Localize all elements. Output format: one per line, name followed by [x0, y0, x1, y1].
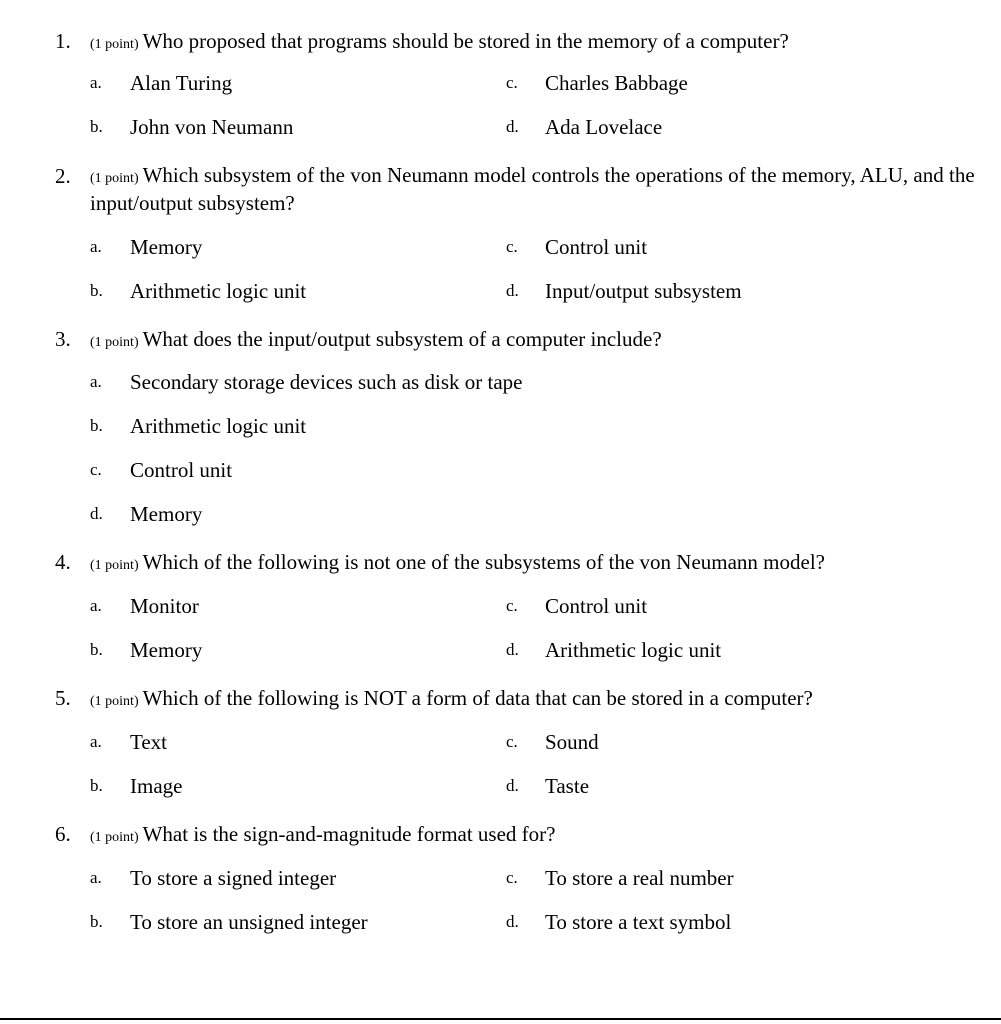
- question-points: (1 point): [90, 171, 139, 186]
- question-prompt: What does the input/output subsystem of a computer include?: [142, 327, 662, 351]
- option-text: Control unit: [130, 458, 233, 482]
- option-letter: c.: [506, 868, 518, 887]
- question-points: (1 point): [90, 335, 139, 350]
- question-points: (1 point): [90, 558, 139, 573]
- option-text: Memory: [130, 235, 203, 259]
- option-text: Memory: [130, 502, 203, 526]
- option-letter: b.: [90, 912, 103, 931]
- option-letter: c.: [506, 73, 518, 92]
- option-text: To store an unsigned integer: [130, 910, 368, 934]
- question-number: 6.: [55, 822, 71, 846]
- option-letter: d.: [506, 776, 519, 795]
- option-letter: d.: [506, 640, 519, 659]
- option-text: Memory: [130, 638, 203, 662]
- question-text: [90, 326, 1001, 356]
- option-text: Monitor: [130, 594, 199, 618]
- question-points: (1 point): [90, 694, 139, 709]
- question-prompt: Who proposed that programs should be stored in the memory of a computer?: [142, 29, 789, 53]
- question-points: (1 point): [90, 37, 139, 52]
- option-letter: a.: [90, 596, 102, 615]
- option-text: Image: [130, 774, 183, 798]
- option-text: John von Neumann: [130, 115, 294, 139]
- option-text: Arithmetic logic unit: [130, 414, 307, 438]
- question-text: [90, 163, 1001, 215]
- option-text: To store a signed integer: [130, 866, 337, 890]
- question-number: 2.: [55, 164, 71, 188]
- option-letter: d.: [506, 281, 519, 300]
- question-text: [90, 549, 1001, 579]
- question-prompt: Which of the following is not one of the subsystems of the von Neumann model?: [142, 550, 825, 574]
- option-text: Taste: [545, 774, 590, 798]
- option-text: Arithmetic logic unit: [545, 638, 722, 662]
- option-letter: d.: [90, 504, 103, 523]
- option-letter: b.: [90, 776, 103, 795]
- option-text: Control unit: [545, 235, 648, 259]
- question-text: [90, 821, 1001, 851]
- option-text: Input/output subsystem: [545, 279, 742, 303]
- option-letter: a.: [90, 868, 102, 887]
- question-number: 1.: [55, 29, 71, 53]
- option-text: To store a text symbol: [545, 910, 732, 934]
- question-number: 5.: [55, 686, 71, 710]
- question-text: [90, 28, 1001, 58]
- option-letter: c.: [506, 732, 518, 751]
- option-letter: c.: [506, 596, 518, 615]
- option-text: Alan Turing: [130, 71, 233, 95]
- question-number: 4.: [55, 550, 71, 574]
- option-letter: b.: [90, 416, 103, 435]
- option-letter: a.: [90, 732, 102, 751]
- option-letter: c.: [90, 460, 102, 479]
- option-text: Secondary storage devices such as disk or tape: [130, 370, 523, 394]
- option-text: To store a real number: [545, 866, 734, 890]
- option-text: Text: [130, 730, 168, 754]
- question-prompt: Which subsystem of the von Neumann model controls the operations of the memory, ALU, and the input/output subsystem?: [90, 163, 975, 215]
- question-number: 3.: [55, 327, 71, 351]
- option-letter: a.: [90, 73, 102, 92]
- option-letter: c.: [506, 237, 518, 256]
- option-letter: a.: [90, 372, 102, 391]
- option-letter: d.: [506, 912, 519, 931]
- question-text: [90, 685, 1001, 715]
- option-text: Charles Babbage: [545, 71, 688, 95]
- option-letter: d.: [506, 117, 519, 136]
- option-text: Arithmetic logic unit: [130, 279, 307, 303]
- question-prompt: What is the sign-and-magnitude format used for?: [142, 822, 556, 846]
- question-prompt: Which of the following is NOT a form of data that can be stored in a computer?: [142, 686, 813, 710]
- question-points: (1 point): [90, 830, 139, 845]
- option-text: Ada Lovelace: [545, 115, 663, 139]
- option-letter: b.: [90, 281, 103, 300]
- option-text: Sound: [545, 730, 599, 754]
- option-letter: b.: [90, 640, 103, 659]
- option-letter: b.: [90, 117, 103, 136]
- page-divider: [0, 1018, 1001, 1020]
- option-letter: a.: [90, 237, 102, 256]
- option-text: Control unit: [545, 594, 648, 618]
